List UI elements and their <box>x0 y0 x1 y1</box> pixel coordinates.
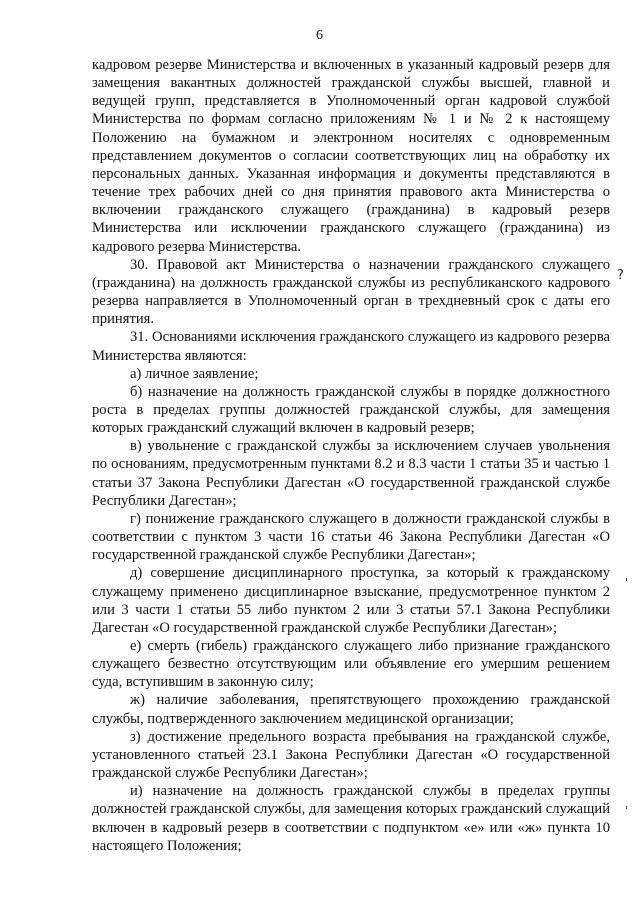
subitem-e: е) смерть (гибель) гражданского служащего либо признание гражданского служащего безвестно отсутствующим или объявление его умершим решением суда, вступившим в законную силу; <box>92 638 610 691</box>
paragraph-item-30: 30. Правовой акт Министерства о назначении гражданского служащего (гражданина) на должность гражданской службы из республиканского кадрового резерва направляется в Уполномоченный орган в трехдневный срок с даты его принятия. <box>92 256 610 328</box>
scan-edge-mark <box>626 806 627 809</box>
paragraph-item-31: 31. Основаниями исключения гражданского служащего из кадрового резерва Министерства являются: <box>92 329 610 364</box>
subitem-d: д) совершение дисциплинарного проступка, за который к гражданскому служащему применено дисциплинарное взыскание, предусмотренное пунктом 2 или 3 части 1 статьи 55 либо пунктом 2 или 3 статьи 57.1 Закона Республики Дагестан «О государственной гражданской службе Республики Дагестан»; <box>92 565 610 636</box>
page-number: 6 <box>316 28 323 43</box>
subitem-v: в) увольнение с гражданской службы за исключением случаев увольнения по основаниям, предусмотренным пунктами 8.2 и 8.3 части 1 статьи 35 и частью 1 статьи 37 Закона Республики Дагестан «О государственной гражданской службе Республики Дагестан»; <box>92 438 610 509</box>
subitem-z: з) достижение предельного возраста пребывания на гражданской службе, установленного статьей 23.1 Закона Республики Дагестан «О государственной гражданской службе Республики Дагестан»; <box>92 728 610 782</box>
handwritten-margin-mark: ? <box>617 268 624 283</box>
document-body <box>92 56 610 855</box>
paragraph-continuation: кадровом резерве Министерства и включенных в указанный кадровый резерв для замещения вакантных должностей гражданской службы высшей, главной и ведущей групп, представляется в Уполномоченный орган кадровой службой Министерства по формам согласно приложениям № 1 и № 2 к настоящему Положению на бумажном и электронном носителях с одновременным представлением документов о согласии соответствующих лиц на обработку их персональных данных. Указанная информация и документы представляются в течение трех рабочих дней со дня принятия правового акта Министерства о включении гражданского служащего (гражданина) в кадровый резерв Министерства или исключении гражданского служащего (гражданина) из кадрового резерва Министерства. <box>92 57 610 255</box>
subitem-i: и) назначение на должность гражданской службы в пределах группы должностей гражданской службы, для замещения которых гражданский служащий включен в кадровый резерв в соответствии с подпунктом «е» или «ж» пункта 10 настоящего Положения; <box>92 783 610 854</box>
subitem-a: а) личное заявление; <box>130 365 259 382</box>
subitem-g: г) понижение гражданского служащего в должности гражданской службы в соответствии с пунктом 3 части 16 статьи 46 Закона Республики Дагестан «О государственной гражданской службе Республики Дагестан»; <box>92 510 610 564</box>
scan-edge-mark <box>626 578 627 581</box>
subitem-zh: ж) наличие заболевания, препятствующего прохождению гражданской службы, подтвержденного заключением медицинской организации; <box>92 692 610 727</box>
subitem-b: б) назначение на должность гражданской службы в порядке должностного роста в пределах группы должностей гражданской службы, для замещения которых гражданский служащий включен в кадровый резерв; <box>92 383 610 437</box>
